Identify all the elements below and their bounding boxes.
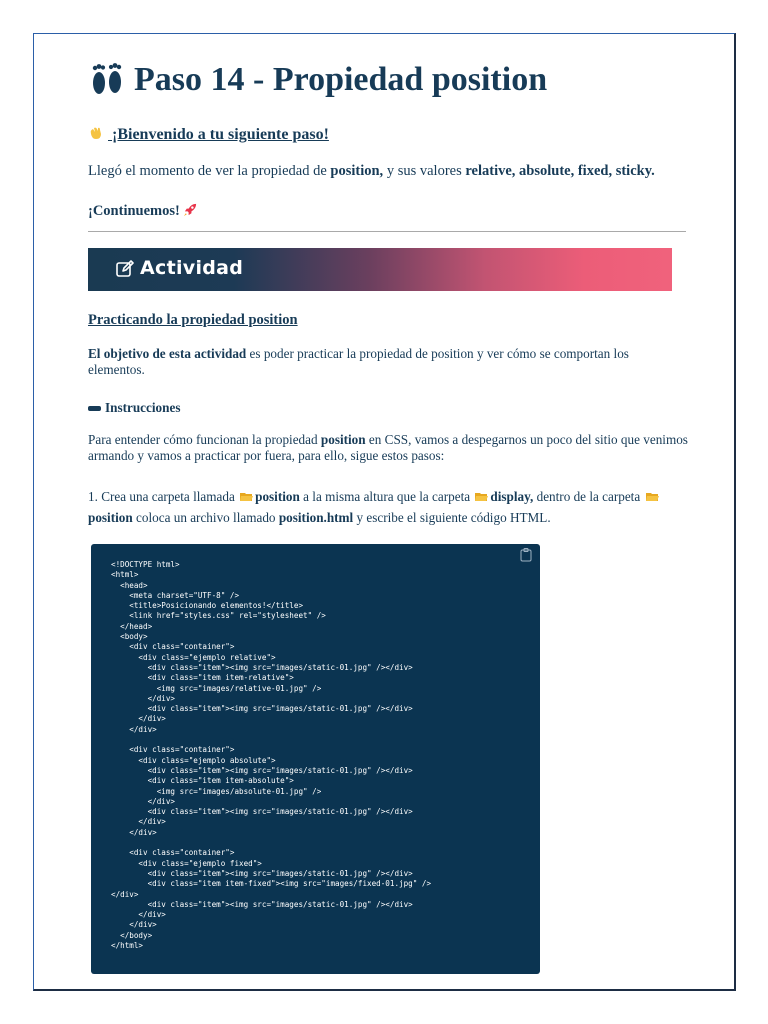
intro-text-2: y sus valores: [383, 163, 466, 179]
folder-icon: [646, 487, 659, 497]
p3-bold-display: display,: [490, 489, 534, 504]
folder-icon: [475, 487, 488, 497]
activity-banner: [88, 248, 672, 291]
instructions-label: Instrucciones: [105, 400, 181, 415]
edit-icon: [115, 259, 135, 279]
objective-text: es poder practicar la propiedad de position y ver cómo se comportan los elementos.: [88, 346, 629, 377]
intro-paragraph: [88, 163, 698, 180]
page-title-text: Paso 14 - Propiedad position: [134, 61, 548, 98]
code-block: [91, 544, 540, 974]
p3-bold-position-2: position: [88, 510, 133, 525]
banner-label: Actividad: [140, 257, 244, 279]
rocket-icon: [183, 203, 198, 219]
waving-hand-icon: [88, 125, 104, 144]
p3-text-d: coloca un archivo llamado: [132, 510, 279, 525]
step-1-paragraph: [88, 486, 688, 528]
p2-text-a: Para entender cómo funcionan la propiedad: [88, 432, 321, 447]
p2-text-b: en CSS, vamos a despegarnos un poco del sitio que venimos armando y vamos a practicar por fuera, para ello, sigue estos pasos:: [88, 432, 688, 463]
p3-text-c: dentro de la carpeta: [533, 489, 644, 504]
instructions-paragraph: [88, 432, 688, 464]
welcome-heading: [88, 125, 329, 144]
dash-icon: [88, 406, 101, 411]
continue-text: [88, 202, 198, 220]
p2-bold: position: [320, 432, 366, 447]
divider: [88, 231, 686, 232]
page-title: [88, 60, 547, 100]
welcome-text: ¡Bienvenido a tu siguiente paso!: [112, 126, 329, 143]
folder-icon: [240, 487, 253, 497]
intro-bold-position: position,: [330, 163, 384, 179]
continue-label: ¡Continuemos!: [88, 203, 180, 219]
activity-subtitle: Practicando la propiedad position: [88, 312, 298, 328]
objective-bold: El objetivo de esta actividad: [88, 346, 247, 361]
p3-bold-file: position.html: [278, 510, 354, 525]
p3-text-a: 1. Crea una carpeta llamada: [88, 489, 239, 504]
instructions-heading: [88, 400, 180, 416]
p3-text-b: a la misma altura que la carpeta: [299, 489, 474, 504]
p3-bold-position: position: [255, 489, 300, 504]
intro-bold-values: relative, absolute, fixed, sticky.: [465, 163, 655, 179]
footprints-icon: [88, 60, 128, 100]
clipboard-icon[interactable]: [520, 548, 532, 562]
intro-text: Llegó el momento de ver la propiedad de: [88, 163, 331, 179]
p3-text-e: y escribe el siguiente código HTML.: [353, 510, 551, 525]
objective-paragraph: [88, 346, 678, 378]
code-content: <!DOCTYPE html> <html> <head> <meta charset="UTF-8" /> <title>Posicionando elementos!</title> <link href="styles.css" rel="stylesheet" /> </head> <body> <div class="container"> <div class="ejemplo relative"> <div class="item"><img src="images/static-01.jpg" /></div> <div class="item item-relative"> <img src="images/relative-01.jpg" /> </div> <div class="item"><img src="images/static-01.jpg" /></div> </div> </div> <div class="container"> <div class="ejemplo absolute"> <div class="item"><img src="images/static-01.jpg" /></div> <div class="item item-absolute"> <img src="images/absolute-01.jpg" /> </div> <div class="item"><img src="images/static-01.jpg" /></div> </div> </div> <div class="container"> <div class="ejemplo fixed"> <div class="item"><img src="images/static-01.jpg" /></div> <div class="item item-fixed"><img src="images/fixed-01.jpg" /> </div> <div class="item"><img src="images/static-01.jpg" /></div> </div> </div> </body> </html>: [111, 560, 432, 950]
